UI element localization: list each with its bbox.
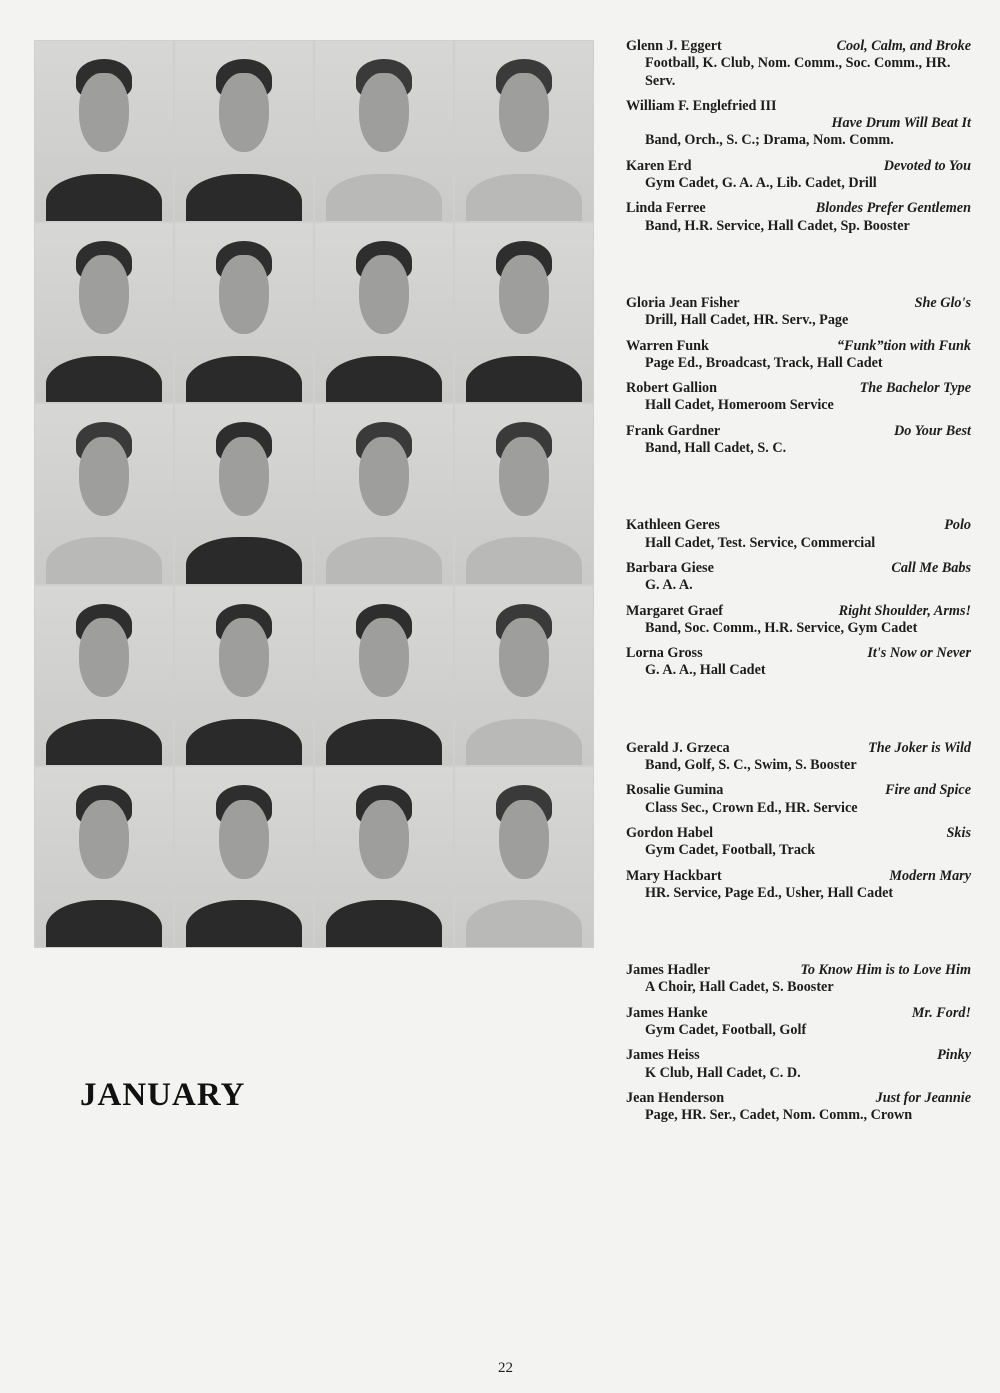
student-activities: Band, Orch., S. C.; Drama, Nom. Comm. xyxy=(645,132,894,149)
student-motto: Do Your Best xyxy=(894,422,971,439)
student-name: Rosalie Gumina xyxy=(626,782,724,799)
student-name: Warren Funk xyxy=(626,337,709,354)
senior-entry xyxy=(626,1005,971,1040)
student-activities: Band, Hall Cadet, S. C. xyxy=(645,440,787,457)
student-motto: The Bachelor Type xyxy=(859,380,971,397)
student-activities: HR. Service, Page Ed., Usher, Hall Cadet xyxy=(645,884,894,901)
student-name: William F. Englefried III xyxy=(626,97,777,114)
student-motto: Mr. Ford! xyxy=(911,1004,971,1021)
portrait-photo xyxy=(455,767,593,947)
portrait-photo xyxy=(455,404,593,584)
student-motto: Just for Jeannie xyxy=(875,1089,971,1106)
student-activities: G. A. A., Hall Cadet xyxy=(645,662,766,679)
portrait-photo xyxy=(315,41,453,221)
student-activities: Gym Cadet, Football, Track xyxy=(645,842,816,859)
student-motto: It's Now or Never xyxy=(867,645,971,662)
student-activities: Football, K. Club, Nom. Comm., Soc. Comm., HR. Serv. xyxy=(645,55,951,89)
student-motto: Call Me Babs xyxy=(891,559,971,576)
senior-entries xyxy=(626,38,971,1132)
student-activities: Page Ed., Broadcast, Track, Hall Cadet xyxy=(645,354,883,371)
student-motto: Blondes Prefer Gentlemen xyxy=(815,200,971,217)
student-name: James Heiss xyxy=(626,1047,700,1064)
student-name: Gerald J. Grzeca xyxy=(626,739,730,756)
student-name: Jean Henderson xyxy=(626,1089,725,1106)
portrait-photo xyxy=(315,223,453,403)
student-name: Gordon Habel xyxy=(626,824,714,841)
student-motto: Have Drum Will Beat It xyxy=(831,115,971,132)
portrait-photo xyxy=(315,586,453,766)
senior-entry xyxy=(626,158,971,193)
student-name: Lorna Gross xyxy=(626,645,703,662)
student-motto: Polo xyxy=(944,517,971,534)
student-name: Karen Erd xyxy=(626,157,692,174)
portrait-photo xyxy=(175,404,313,584)
student-name: Mary Hackbart xyxy=(626,867,722,884)
portrait-photo xyxy=(35,767,173,947)
senior-entry xyxy=(626,868,971,903)
portrait-photo xyxy=(35,223,173,403)
senior-entry xyxy=(626,295,971,330)
student-activities: Gym Cadet, Football, Golf xyxy=(645,1021,807,1038)
student-motto: Skis xyxy=(946,824,971,841)
student-motto: Fire and Spice xyxy=(885,782,971,799)
student-motto: Cool, Calm, and Broke xyxy=(836,38,971,54)
student-name: Gloria Jean Fisher xyxy=(626,294,740,311)
student-name: Glenn J. Eggert xyxy=(626,38,722,54)
senior-entry xyxy=(626,1047,971,1082)
student-activities: Hall Cadet, Test. Service, Commercial xyxy=(645,534,876,551)
student-activities: Class Sec., Crown Ed., HR. Service xyxy=(645,799,858,816)
student-motto: “Funk”tion with Funk xyxy=(836,337,971,354)
student-name: James Hadler xyxy=(626,962,710,979)
portrait-photo xyxy=(315,404,453,584)
portrait-photo xyxy=(455,586,593,766)
senior-entry xyxy=(626,782,971,817)
student-activities: Hall Cadet, Homeroom Service xyxy=(645,397,834,414)
portrait-photo xyxy=(35,586,173,766)
senior-entry xyxy=(626,517,971,552)
student-motto: Modern Mary xyxy=(889,867,971,884)
student-activities: Band, Golf, S. C., Swim, S. Booster xyxy=(645,757,857,774)
student-name: James Hanke xyxy=(626,1004,708,1021)
senior-entry xyxy=(626,962,971,997)
portrait-photo xyxy=(175,586,313,766)
page-number: 22 xyxy=(498,1360,513,1376)
student-name: Robert Gallion xyxy=(626,380,718,397)
portrait-grid xyxy=(34,40,594,948)
student-activities: G. A. A. xyxy=(645,577,693,594)
student-activities: Drill, Hall Cadet, HR. Serv., Page xyxy=(645,312,849,329)
senior-entry xyxy=(626,38,971,90)
student-activities: Band, H.R. Service, Hall Cadet, Sp. Booster xyxy=(645,217,910,234)
student-activities: K Club, Hall Cadet, C. D. xyxy=(645,1064,801,1081)
student-motto: The Joker is Wild xyxy=(868,739,971,756)
student-name: Linda Ferree xyxy=(626,200,706,217)
senior-entry xyxy=(626,380,971,415)
senior-entry xyxy=(626,338,971,373)
student-motto: To Know Him is to Love Him xyxy=(800,962,971,979)
student-motto: Right Shoulder, Arms! xyxy=(838,602,971,619)
portrait-photo xyxy=(35,41,173,221)
senior-entry xyxy=(626,200,971,235)
student-activities: A Choir, Hall Cadet, S. Booster xyxy=(645,979,834,996)
student-name: Barbara Giese xyxy=(626,559,714,576)
student-motto: Pinky xyxy=(937,1047,971,1064)
section-title: JANUARY xyxy=(80,1077,246,1113)
senior-entry xyxy=(626,740,971,775)
student-activities: Page, HR. Ser., Cadet, Nom. Comm., Crown xyxy=(645,1107,913,1124)
portrait-photo xyxy=(315,767,453,947)
student-name: Margaret Graef xyxy=(626,602,724,619)
senior-entry xyxy=(626,98,971,150)
portrait-photo xyxy=(175,223,313,403)
senior-entry xyxy=(626,825,971,860)
senior-entry xyxy=(626,603,971,638)
student-name: Kathleen Geres xyxy=(626,517,720,534)
portrait-photo xyxy=(35,404,173,584)
senior-entry xyxy=(626,423,971,458)
portrait-photo xyxy=(175,767,313,947)
student-motto: She Glo's xyxy=(914,294,971,311)
portrait-photo xyxy=(175,41,313,221)
student-name: Frank Gardner xyxy=(626,422,721,439)
senior-entry xyxy=(626,560,971,595)
portrait-photo xyxy=(455,223,593,403)
senior-entry xyxy=(626,645,971,680)
portrait-photo xyxy=(455,41,593,221)
student-activities: Band, Soc. Comm., H.R. Service, Gym Cadet xyxy=(645,619,918,636)
student-activities: Gym Cadet, G. A. A., Lib. Cadet, Drill xyxy=(645,175,877,192)
senior-entry xyxy=(626,1090,971,1125)
student-motto: Devoted to You xyxy=(883,157,971,174)
